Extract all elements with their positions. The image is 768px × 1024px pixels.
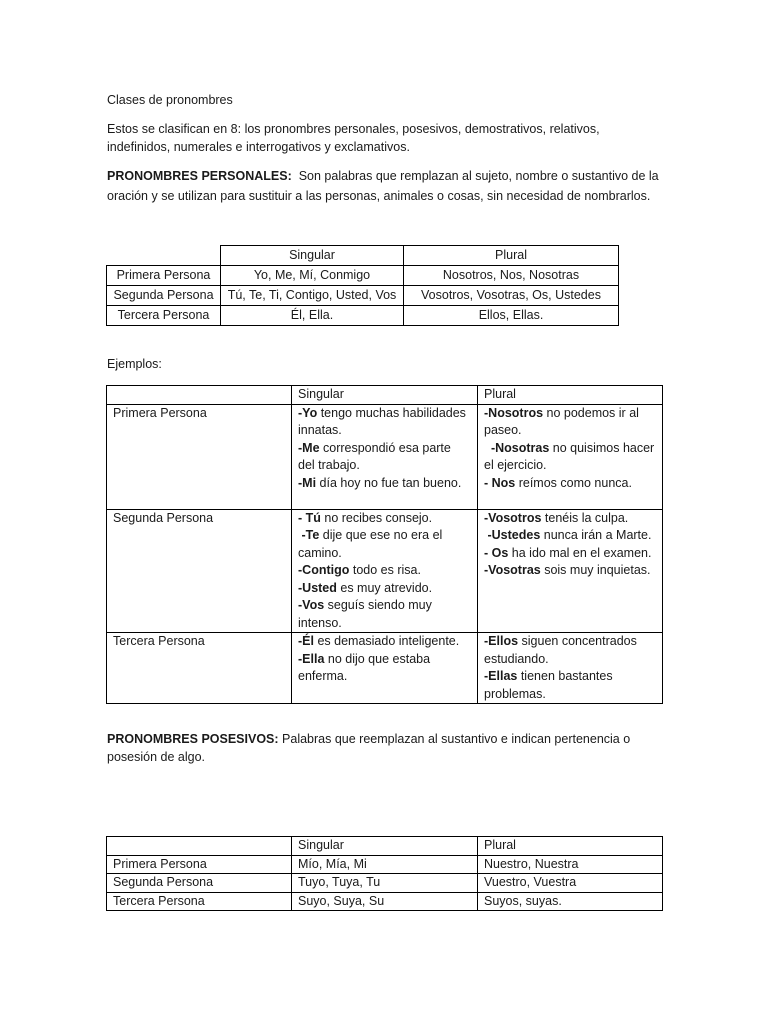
example-line bbox=[298, 475, 471, 493]
example-text: problemas. bbox=[484, 686, 546, 701]
table-row bbox=[107, 509, 663, 633]
table-header-plural: Plural bbox=[478, 837, 663, 856]
example-text: tienen bastantes bbox=[517, 669, 613, 683]
example-line bbox=[298, 545, 471, 563]
posesivos-paragraph-line-2: posesión de algo. bbox=[107, 750, 205, 764]
example-line bbox=[298, 457, 471, 475]
pronoun-highlight: -Ustedes bbox=[484, 528, 541, 542]
table-cell-plural: Suyos, suyas. bbox=[478, 892, 663, 911]
personales-paragraph-line-1 bbox=[107, 168, 659, 185]
table-cell-singular: Suyo, Suya, Su bbox=[292, 892, 478, 911]
example-line bbox=[484, 651, 656, 669]
example-text: correspondió esa parte bbox=[319, 440, 451, 455]
pronoun-highlight: -Nosotras bbox=[484, 440, 550, 455]
example-text: sois muy inquietas. bbox=[540, 563, 651, 577]
example-line bbox=[298, 668, 471, 686]
example-text: ha ido mal en el examen. bbox=[508, 545, 652, 560]
example-text: no podemos ir al bbox=[543, 405, 639, 420]
example-line bbox=[484, 562, 656, 580]
personales-summary-table bbox=[106, 245, 619, 326]
table-cell-plural bbox=[478, 633, 663, 704]
table-empty-corner bbox=[107, 246, 221, 266]
table-cell-singular bbox=[292, 633, 478, 704]
example-line bbox=[484, 422, 656, 440]
table-header-singular: Singular bbox=[292, 837, 478, 856]
table-row bbox=[107, 286, 619, 306]
pronoun-highlight: -Vos bbox=[298, 598, 325, 612]
example-text: es muy atrevido. bbox=[336, 580, 433, 595]
pronoun-highlight: -Ellas bbox=[484, 669, 518, 683]
example-line bbox=[484, 510, 656, 528]
example-line bbox=[298, 651, 471, 669]
example-text: todo es risa. bbox=[349, 563, 421, 577]
example-text: dije que ese no era el bbox=[319, 528, 443, 542]
table-cell-plural: Nuestro, Nuestra bbox=[478, 855, 663, 874]
table-header-row bbox=[107, 246, 619, 266]
example-line bbox=[484, 668, 656, 686]
posesivos-paragraph-line-1 bbox=[107, 731, 630, 748]
personales-examples-table bbox=[106, 385, 663, 704]
pronoun-highlight: -Ella bbox=[298, 651, 325, 666]
table-cell-singular bbox=[292, 404, 478, 509]
example-line bbox=[298, 562, 471, 580]
example-line bbox=[484, 405, 656, 423]
table-cell-singular: Tuyo, Tuya, Tu bbox=[292, 874, 478, 893]
table-cell-singular: Yo, Me, Mí, Conmigo bbox=[221, 266, 404, 286]
example-text: camino. bbox=[298, 545, 342, 560]
example-text: no recibes consejo. bbox=[320, 510, 433, 525]
table-empty-corner bbox=[107, 386, 292, 405]
example-text: intenso. bbox=[298, 615, 342, 630]
example-text: paseo. bbox=[484, 423, 522, 437]
example-line bbox=[298, 527, 471, 545]
intro-line-1: Estos se clasifican en 8: los pronombres personales, posesivos, demostrativos, relativos, bbox=[107, 122, 600, 136]
table-cell-plural: Ellos, Ellas. bbox=[404, 306, 619, 326]
example-text: no quisimos hacer bbox=[549, 440, 655, 455]
table-cell-person: Tercera Persona bbox=[107, 306, 221, 326]
example-text: del trabajo. bbox=[298, 458, 360, 472]
pronoun-highlight: -Me bbox=[298, 440, 320, 455]
example-line bbox=[484, 545, 656, 563]
example-line bbox=[298, 405, 471, 423]
example-line bbox=[484, 633, 656, 651]
table-cell-singular: Mío, Mía, Mi bbox=[292, 855, 478, 874]
pronoun-highlight: -Usted bbox=[298, 580, 337, 595]
table-cell-person: Segunda Persona bbox=[107, 874, 292, 893]
table-cell-singular: Tú, Te, Ti, Contigo, Usted, Vos bbox=[221, 286, 404, 306]
example-text: día hoy no fue tan bueno. bbox=[316, 475, 462, 490]
example-text: innatas. bbox=[298, 423, 342, 437]
example-text: no dijo que estaba bbox=[324, 651, 431, 666]
table-cell-plural: Vuestro, Vuestra bbox=[478, 874, 663, 893]
table-row bbox=[107, 874, 663, 893]
table-cell-person: Tercera Persona bbox=[107, 892, 292, 911]
example-text: estudiando. bbox=[484, 651, 549, 666]
posesivos-text-1: Palabras que reemplazan al sustantivo e indican pertenencia o bbox=[278, 732, 631, 746]
table-cell-person: Primera Persona bbox=[107, 404, 292, 509]
example-line bbox=[484, 527, 656, 545]
table-header-plural: Plural bbox=[478, 386, 663, 405]
example-line bbox=[298, 440, 471, 458]
example-line bbox=[484, 440, 656, 458]
example-text: seguís siendo muy bbox=[324, 598, 432, 612]
example-text: tenéis la culpa. bbox=[541, 510, 629, 525]
posesivos-table bbox=[106, 836, 663, 911]
example-line bbox=[298, 422, 471, 440]
table-cell-person: Segunda Persona bbox=[107, 286, 221, 306]
example-line bbox=[298, 597, 471, 615]
table-header-plural: Plural bbox=[404, 246, 619, 266]
pronoun-highlight: -Vosotros bbox=[484, 510, 542, 525]
pronoun-highlight: -Vosotras bbox=[484, 563, 541, 577]
pronoun-highlight: -Contigo bbox=[298, 563, 350, 577]
example-line bbox=[298, 510, 471, 528]
table-cell-person: Primera Persona bbox=[107, 266, 221, 286]
table-cell-plural bbox=[478, 509, 663, 633]
example-line bbox=[484, 475, 656, 493]
example-text: siguen concentrados bbox=[518, 634, 637, 648]
pronoun-highlight: - Nos bbox=[484, 475, 516, 490]
pronoun-highlight: -Nosotros bbox=[484, 405, 544, 420]
example-line bbox=[298, 633, 471, 651]
table-cell-plural: Nosotros, Nos, Nosotras bbox=[404, 266, 619, 286]
pronoun-highlight: -Él bbox=[298, 634, 314, 648]
document-heading: Clases de pronombres bbox=[107, 93, 233, 107]
personales-paragraph-line-2: oración y se utilizan para sustituir a las personas, animales o cosas, sin necesidad de nombrarlos. bbox=[107, 189, 651, 203]
table-cell-person: Primera Persona bbox=[107, 855, 292, 874]
ejemplos-label: Ejemplos: bbox=[107, 357, 162, 371]
pronoun-highlight: - Os bbox=[484, 545, 509, 560]
personales-label: PRONOMBRES PERSONALES: bbox=[107, 169, 292, 183]
pronoun-highlight: -Mi bbox=[298, 475, 317, 490]
table-cell-singular: Él, Ella. bbox=[221, 306, 404, 326]
example-line bbox=[484, 686, 656, 704]
example-text: es demasiado inteligente. bbox=[313, 634, 460, 648]
pronoun-highlight: -Yo bbox=[298, 405, 318, 420]
pronoun-highlight: -Ellos bbox=[484, 634, 519, 648]
table-row bbox=[107, 404, 663, 509]
table-cell-plural: Vosotros, Vosotras, Os, Ustedes bbox=[404, 286, 619, 306]
table-empty-corner bbox=[107, 837, 292, 856]
table-row bbox=[107, 892, 663, 911]
personales-text-1: Son palabras que remplazan al sujeto, nombre o sustantivo de la bbox=[291, 169, 659, 183]
table-cell-singular bbox=[292, 509, 478, 633]
table-cell-person: Tercera Persona bbox=[107, 633, 292, 704]
table-cell-plural bbox=[478, 404, 663, 509]
table-header-singular: Singular bbox=[292, 386, 478, 405]
example-text: tengo muchas habilidades bbox=[317, 405, 466, 420]
example-text: el ejercicio. bbox=[484, 458, 547, 472]
example-text: enferma. bbox=[298, 669, 348, 683]
example-line bbox=[298, 615, 471, 633]
example-text: reímos como nunca. bbox=[515, 475, 632, 490]
pronoun-highlight: -Te bbox=[298, 528, 320, 542]
intro-line-2: indefinidos, numerales e interrogativos y exclamativos. bbox=[107, 140, 410, 154]
table-header-singular: Singular bbox=[221, 246, 404, 266]
example-line bbox=[298, 580, 471, 598]
table-row bbox=[107, 633, 663, 704]
table-header-row bbox=[107, 837, 663, 856]
example-line bbox=[484, 457, 656, 475]
table-row bbox=[107, 306, 619, 326]
table-cell-person: Segunda Persona bbox=[107, 509, 292, 633]
example-text: nunca irán a Marte. bbox=[540, 528, 652, 542]
table-row bbox=[107, 855, 663, 874]
posesivos-label: PRONOMBRES POSESIVOS: bbox=[107, 732, 279, 746]
table-header-row bbox=[107, 386, 663, 405]
pronoun-highlight: - Tú bbox=[298, 510, 321, 525]
table-row bbox=[107, 266, 619, 286]
